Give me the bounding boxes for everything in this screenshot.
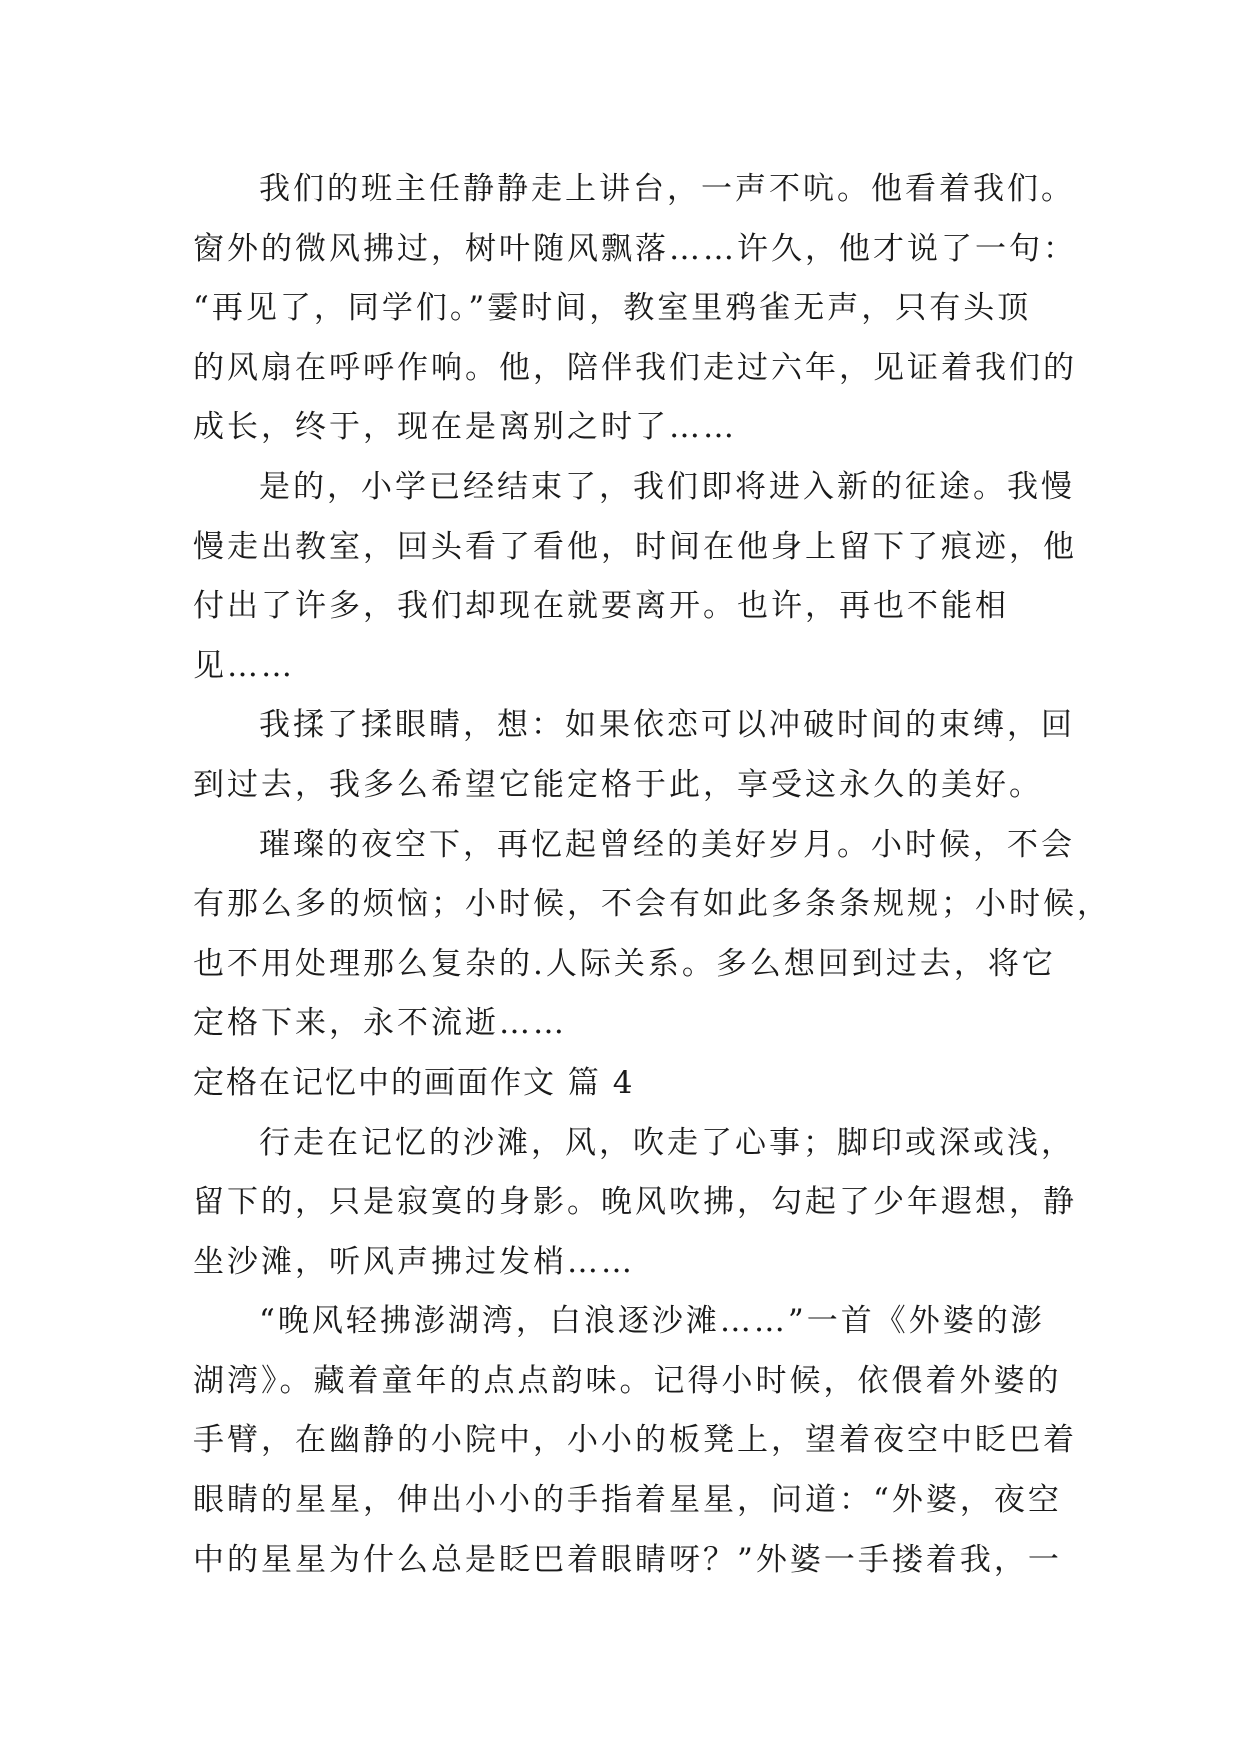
paragraph-line: 也不用处理那么复杂的.人际关系。多么想回到过去，将它 bbox=[193, 945, 1056, 982]
paragraph-line: 付出了许多，我们却现在就要离开。也许，再也不能相 bbox=[193, 588, 1009, 625]
paragraph-line: 留下的，只是寂寞的身影。晚风吹拂，勾起了少年遐想，静 bbox=[193, 1184, 1077, 1221]
paragraph-line: 我揉了揉眼睛，想：如果依恋可以冲破时间的束缚，回 bbox=[259, 707, 1075, 744]
paragraph-line: 湖湾》。藏着童年的点点韵味。记得小时候，依偎着外婆的 bbox=[193, 1362, 1062, 1399]
paragraph-line: 手臂，在幽静的小院中，小小的板凳上，望着夜空中眨巴着 bbox=[193, 1422, 1077, 1459]
essay-body bbox=[193, 160, 1111, 1590]
paragraph-line: 成长，终于，现在是离别之时了…… bbox=[193, 409, 737, 446]
paragraph-line: “晚风轻拂澎湖湾，白浪逐沙滩……”一首《外婆的澎 bbox=[259, 1303, 1045, 1340]
paragraph-line: 见…… bbox=[193, 647, 295, 684]
paragraph-line: 是的，小学已经结束了，我们即将进入新的征途。我慢 bbox=[259, 468, 1075, 505]
section-heading: 定格在记忆中的画面作文 篇 4 bbox=[193, 1064, 635, 1101]
paragraph-line: 慢走出教室，回头看了看他，时间在他身上留下了痕迹，他 bbox=[193, 528, 1077, 565]
paragraph-line: 我们的班主任静静走上讲台，一声不吭。他看着我们。 bbox=[259, 171, 1075, 207]
paragraph-line: 中的星星为什么总是眨巴着眼睛呀？”外婆一手搂着我，一 bbox=[193, 1541, 1062, 1578]
paragraph-line: 行走在记忆的沙滩，风，吹走了心事；脚印或深或浅， bbox=[259, 1124, 1075, 1161]
paragraph-line: 眼睛的星星，伸出小小的手指着星星，问道：“外婆，夜空 bbox=[193, 1482, 1062, 1519]
paragraph-line: 定格下来，永不流逝…… bbox=[193, 1005, 567, 1042]
paragraph-line: 到过去，我多么希望它能定格于此，享受这永久的美好。 bbox=[193, 766, 1043, 803]
paragraph-line: 有那么多的烦恼；小时候，不会有如此多条条规规；小时候， bbox=[193, 886, 1111, 923]
paragraph-line: 坐沙滩，听风声拂过发梢…… bbox=[193, 1243, 635, 1280]
paragraph-line: 璀璨的夜空下，再忆起曾经的美好岁月。小时候，不会 bbox=[259, 826, 1075, 863]
paragraph-line: “再见了，同学们。”霎时间，教室里鸦雀无声，只有头顶 bbox=[193, 290, 1032, 327]
paragraph-line: 的风扇在呼呼作响。他，陪伴我们走过六年，见证着我们的 bbox=[193, 349, 1077, 386]
paragraph-line: 窗外的微风拂过，树叶随风飘落……许久，他才说了一句： bbox=[193, 230, 1077, 267]
